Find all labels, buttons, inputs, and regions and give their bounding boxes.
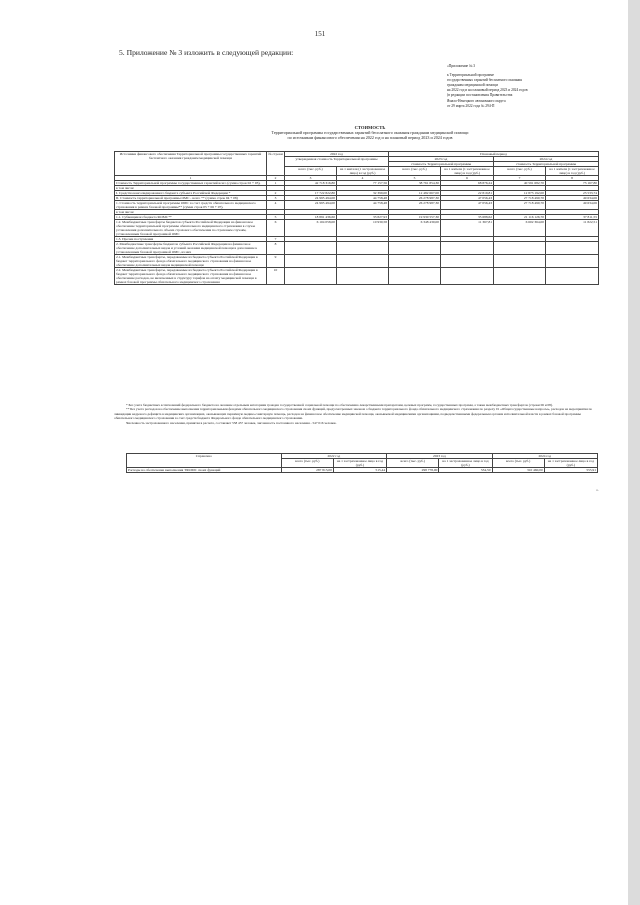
table-cell: 68 876,24: [441, 181, 494, 186]
table-cell: 19 930 557,30: [389, 215, 441, 220]
column-number: 3: [285, 176, 337, 181]
ref-cell: 298 778,00: [387, 468, 439, 473]
footnote: * Без учета бюджетных ассигнований федерального бюджета на оказание отдельным категориям граждан государственной социальной помощи по обеспечению лекарственными препаратами, целевых программ, государственных программ, а также межбюджетных трансфертов (строки 06 и 08).: [126, 403, 553, 407]
table-cell: [337, 268, 389, 285]
table-cell: [337, 255, 389, 268]
table-cell: 44 758,48: [337, 196, 389, 201]
table-cell: 6 104 058,00: [285, 220, 337, 237]
row-line-number: 5: [267, 215, 285, 220]
row-label: II. Стоимость территориальной программы ОМС - всего ** (сумма строк 04 + 08): [115, 196, 267, 201]
row-label: 1.3. Прочие поступления: [115, 237, 267, 242]
row-label: 1. Стоимость территориальной программы ОМС за счет средств обязательного медицинского страхования в рамках базовой программы** (сумма строк 05 + 06 + 07),: [115, 201, 267, 210]
table-cell: 24 995 494,00: [285, 201, 337, 210]
document-title: [140, 125, 600, 140]
row-label: I. Средства консолидированного бюджета субъекта Российской Федерации *: [115, 191, 267, 196]
ref-header-total: всего (тыс. руб.): [492, 459, 544, 468]
title-line: СТОИМОСТЬ: [354, 125, 386, 130]
table-cell: [389, 242, 441, 255]
column-number: 1: [115, 176, 267, 181]
table-cell: [494, 242, 546, 255]
table-cell: 33 827,93: [337, 215, 389, 220]
table-row: [115, 255, 599, 268]
ref-cell: 534,50: [439, 468, 492, 473]
cost-table-body: [115, 176, 599, 285]
table-row: [115, 268, 599, 285]
header-per-person: на 1 жителя (1 застрахованное лицо) в год (руб.): [441, 167, 494, 176]
table-cell: 6 602 364,00: [494, 220, 546, 237]
row-line-number: 6: [267, 220, 285, 237]
table-cell: 42 718 316,80: [285, 181, 337, 186]
reference-table: [126, 453, 598, 473]
ref-header-total: всего (тыс. руб.): [387, 459, 439, 468]
table-cell: [441, 242, 494, 255]
header-total: всего (тыс. руб.): [285, 167, 337, 176]
header-source: Источники финансового обеспечения Территориальной программы государственных гарантий бесплатного оказания гражданам медицинской помощи: [115, 152, 267, 176]
table-cell: 35 688,62: [441, 215, 494, 220]
appendix-line: Ямало-Ненецкого автономного округа: [447, 98, 506, 103]
table-cell: [494, 268, 546, 285]
header-total: всего (тыс. руб.): [494, 167, 546, 176]
table-row: [115, 220, 599, 237]
table-cell: 44 758,48: [337, 201, 389, 210]
ref-header-year-2024: 2024 год: [492, 454, 597, 459]
column-number: 7: [494, 176, 546, 181]
row-line-number: 10: [267, 268, 285, 285]
ref-header-year-2023: 2023 год: [387, 454, 492, 459]
column-number: 6: [441, 176, 494, 181]
row-label: 2.2. Межбюджетные трансферты, передаваемые из бюджета субъекта Российской Федерации в бюджет территориального фонда обязательного медицинского страхования на финансовое обеспечение расходов, не включенных в структуру тарифов на оплату медицинской помощи в рамках базовой программы обязательного медицинского страхования: [115, 268, 267, 285]
table-cell: 49 634,06: [546, 196, 599, 201]
ref-header-total: всего (тыс. руб.): [281, 459, 333, 468]
table-cell: [389, 268, 441, 285]
table-cell: 22 819,81: [441, 191, 494, 196]
header-planned-period: Плановый период: [389, 152, 599, 157]
table-cell: 17 722 822,80: [285, 191, 337, 196]
footnote: Численность застрахованного населения, принятая в расчете, составляет 558 457 человек, численность постоянного населения - 547 016 человек.: [126, 420, 337, 425]
header-approved-cost: утвержденная стоимость Территориальной программы: [285, 157, 389, 167]
table-cell: [546, 242, 599, 255]
table-cell: 18 891 436,60: [285, 215, 337, 220]
table-cell: 11 367,81: [441, 220, 494, 237]
table-cell: 23 533,74: [546, 191, 599, 196]
row-line-number: 4: [267, 201, 285, 210]
row-line-number: 7: [267, 237, 285, 242]
table-cell: [285, 255, 337, 268]
ref-row-label: Расходы на обеспечение выполнения ТФОМС своих функций: [127, 468, 282, 473]
table-cell: [337, 242, 389, 255]
title-line: Территориальной программы государственных гарантий бесплатного оказания гражданам медицинской помощи: [271, 130, 469, 135]
ref-cell: 555,91: [544, 468, 597, 473]
intro-text: 5. Приложение № 3 изложить в следующей редакции:: [119, 48, 294, 57]
table-cell: 12 873 192,00: [494, 191, 546, 196]
column-number: 5: [389, 176, 441, 181]
header-year-2023: 2023 год: [389, 157, 494, 162]
ref-header-per-person: на 1 застрахованное лицо в год (руб.): [439, 459, 492, 468]
table-cell: 73 167,80: [546, 181, 599, 186]
appendix-line: на 2022 год и на плановый период 2023 и 2024 годов: [447, 88, 528, 93]
appendix-line: государственных гарантий бесплатного оказания: [447, 78, 522, 83]
column-number: 2: [267, 176, 285, 181]
table-cell: [546, 268, 599, 285]
header-year-2024: 2024 год: [494, 157, 599, 162]
ref-header-year-2022: 2022 год: [281, 454, 386, 459]
ref-header-reference: Справочно: [127, 454, 282, 468]
table-cell: [441, 268, 494, 285]
header-cost-2024: стоимость Территориальной программы: [494, 162, 599, 167]
column-number: 8: [546, 176, 599, 181]
table-cell: [441, 255, 494, 268]
appendix-title: «Приложение № 3: [447, 64, 476, 68]
ref-header-per-person: на 1 застрахованное лицо в год (руб.): [333, 459, 386, 468]
table-cell: 47 056,43: [441, 201, 494, 210]
cost-table: [114, 151, 599, 285]
row-line-number: 8: [267, 242, 285, 255]
table-cell: 26 278 987,30: [389, 201, 441, 210]
table-cell: 40 591 682,70: [494, 181, 546, 186]
table-cell: [389, 255, 441, 268]
table-cell: 11 822,51: [546, 220, 599, 237]
row-line-number: 9: [267, 255, 285, 268]
table-cell: [546, 255, 599, 268]
table-cell: 37 811,55: [546, 215, 599, 220]
header-line-number: № строки: [267, 152, 285, 176]
row-label: 2. Межбюджетные трансферты бюджетов субъекта Российской Федерации на финансовое обеспечение дополнительных видов и условий оказания медицинской помощи в дополнение к установленным базовой программой ОМС, из них: [115, 242, 267, 255]
table-cell: 49 634,06: [546, 201, 599, 210]
appendix-header: [447, 64, 607, 109]
ref-cell: 310 460,00: [492, 468, 544, 473]
table-cell: [285, 242, 337, 255]
ref-cell: 515,44: [333, 468, 386, 473]
footnotes: [114, 403, 600, 425]
table-cell: 47 056,43: [441, 196, 494, 201]
table-cell: 32 399,00: [337, 191, 389, 196]
page-number: 151: [314, 30, 326, 38]
appendix-line: гражданам медицинской помощи: [447, 83, 498, 88]
table-cell: 24 995 494,00: [285, 196, 337, 201]
row-label: Стоимость Территориальной программы государственных гарантий всего (сумма строк 02 + 03),: [115, 181, 267, 186]
header-year-2022: 2022 год: [285, 152, 389, 157]
appendix-line: от 29 марта 2022 года № 294-П: [447, 103, 495, 108]
table-cell: 12 482 667,00: [389, 191, 441, 196]
row-label: 2.1. Межбюджетные трансферты, передаваемые из бюджета субъекта Российской Федерации в бюджет территориального фонда обязательного медицинского страхования на финансовое обеспечение дополнительных видов медицинской помощи: [115, 255, 267, 268]
closing-quote-mark: ».: [596, 487, 599, 492]
table-row: [115, 201, 599, 210]
table-cell: 21 116 126,70: [494, 215, 546, 220]
header-per-person: на 1 жителя (1 застрахованное лицо) в год (руб.): [546, 167, 599, 176]
row-label: в том числе:: [115, 186, 267, 191]
ref-cell: 287 813,00: [281, 468, 333, 473]
row-label: 1.2. Межбюджетные трансферты бюджетов субъекта Российской Федерации на финансовое обеспечение территориальной программы обязательного медицинского страхования в случае установления дополнительного объема страхового обеспечения по страховым случаям, установленным базовой программой ОМС: [115, 220, 267, 237]
table-cell: 77 157,56: [337, 181, 389, 186]
ref-header-per-person: на 1 застрахованное лицо в год (руб.): [544, 459, 597, 468]
ref-table-row: [127, 468, 598, 473]
row-line-number: 3: [267, 196, 285, 201]
appendix-line: к Территориальной программе: [447, 73, 494, 78]
header-cost-2023: стоимость Территориальной программы: [389, 162, 494, 167]
row-label: 1.1. Субвенции из бюджета ФОМС**: [115, 215, 267, 220]
table-cell: 6 348 430,00: [389, 220, 441, 237]
footnote: ** Без учета расходов на обеспечение выполнения территориальными фондами обязательного медицинского страхования своих функций, предусмотренных законом о бюджете территориального фонда обязательного медицинского страхования по разделу 01 «Общегосударственные вопросы», расходов на мероприятия по ликвидации кадрового дефицита в медицинских организациях, оказывающих первичную медико-санитарную помощь, расходов на финансовое обеспечение медицинской помощи, оказываемой медицинскими организациями, подведомственными федеральным органам исполнительной власти в рамках базовой программы обязательного медицинского страхования за счет средств бюджета Федерального фонда обязательного медицинского страхования.: [114, 407, 593, 421]
table-cell: [494, 255, 546, 268]
row-line-number: 2: [267, 191, 285, 196]
column-number: 4: [337, 176, 389, 181]
appendix-line: (в редакции постановления Правительства: [447, 93, 513, 98]
table-cell: 26 278 987,30: [389, 196, 441, 201]
table-cell: [285, 268, 337, 285]
table-cell: 27 718 490,70: [494, 201, 546, 210]
table-cell: 38 761 854,30: [389, 181, 441, 186]
header-per-person: на 1 жителя (1 застрахованное лицо) в год (руб.): [337, 167, 389, 176]
table-cell: 27 718 490,70: [494, 196, 546, 201]
row-line-number: 1: [267, 181, 285, 186]
header-total: всего (тыс. руб.): [389, 167, 441, 176]
table-cell: 10 930,58: [337, 220, 389, 237]
title-line: по источникам финансового обеспечения на 2022 год и на плановый период 2023 и 2024 годов: [287, 135, 453, 140]
table-row: [115, 242, 599, 255]
row-label: в том числе:: [115, 210, 267, 215]
